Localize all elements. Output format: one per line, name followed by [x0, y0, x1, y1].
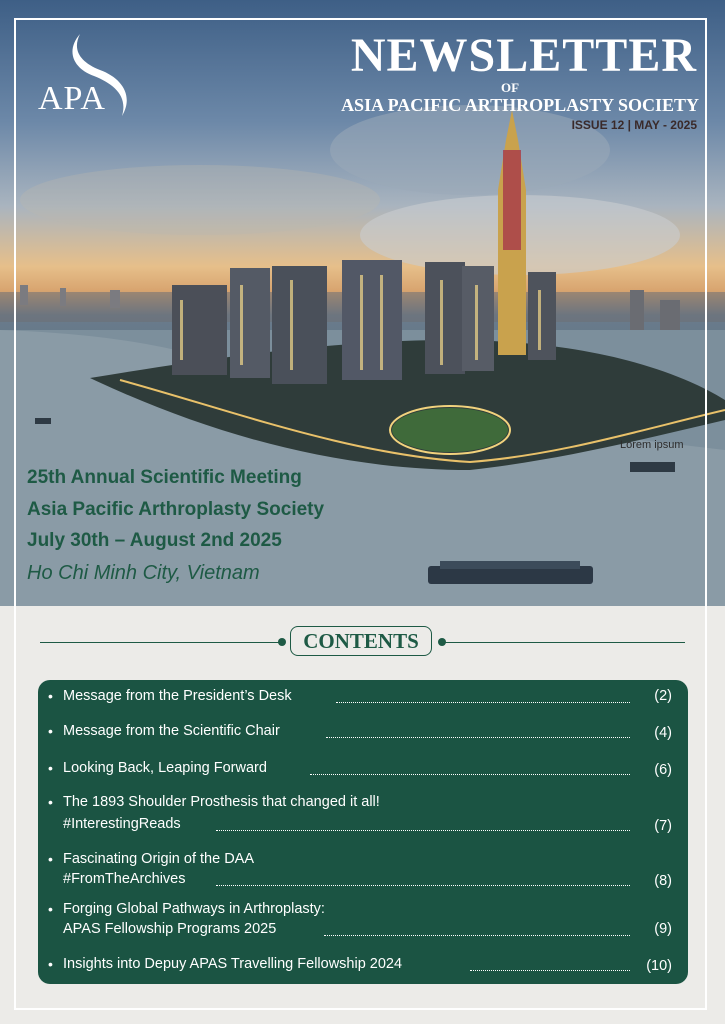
dot-leader [310, 774, 630, 775]
contents-item-title: Fascinating Origin of the DAA [63, 851, 255, 867]
contents-box [38, 680, 688, 984]
contents-item-title: Message from the President’s Desk [63, 688, 292, 704]
photo-caption: Lorem ipsum [620, 439, 684, 451]
contents-item-title: Insights into Depuy APAS Travelling Fellowship 2024 [63, 956, 403, 972]
contents-item-subtitle: #FromTheArchives [63, 871, 186, 887]
dot-leader [470, 970, 630, 971]
bullet: • [48, 956, 53, 972]
bullet: • [48, 901, 53, 917]
meeting-dates: July 30th – August 2nd 2025 [27, 530, 282, 551]
contents-item-page: (4) [654, 725, 672, 741]
contents-item-page: (6) [654, 762, 672, 778]
contents-item-page: (9) [654, 921, 672, 937]
contents-item-page: (10) [646, 958, 672, 974]
bullet: • [48, 688, 53, 704]
meeting-line-1: 25th Annual Scientific Meeting [27, 467, 302, 488]
issue-label: ISSUE 12 | MAY - 2025 [571, 118, 697, 132]
contents-item-subtitle: APAS Fellowship Programs 2025 [63, 921, 277, 937]
dot-leader [324, 935, 630, 936]
contents-item-page: (2) [654, 688, 672, 704]
contents-item-title: Forging Global Pathways in Arthroplasty: [63, 901, 325, 917]
contents-item-title: The 1893 Shoulder Prosthesis that changed it all! [63, 794, 380, 810]
meeting-location: Ho Chi Minh City, Vietnam [27, 562, 260, 584]
contents-item-page: (7) [654, 818, 672, 834]
contents-item-title: Message from the Scientific Chair [63, 723, 280, 739]
bullet: • [48, 760, 53, 776]
dot-leader [326, 737, 630, 738]
bullet: • [48, 851, 53, 867]
logo-text: APA [38, 80, 106, 117]
contents-title: CONTENTS [290, 626, 432, 656]
divider-right [445, 642, 685, 643]
society-name: ASIA PACIFIC ARTHROPLASTY SOCIETY [341, 95, 699, 115]
contents-item-page: (8) [654, 873, 672, 889]
dot-leader [216, 830, 630, 831]
contents-item-title: Looking Back, Leaping Forward [63, 760, 267, 776]
meeting-line-2: Asia Pacific Arthroplasty Society [27, 499, 325, 520]
dot-leader [336, 702, 630, 703]
divider-dot-left [278, 638, 286, 646]
newsletter-title: NEWSLETTER [350, 29, 697, 82]
bullet: • [48, 794, 53, 810]
divider-left [40, 642, 280, 643]
newsletter-of: OF [500, 80, 520, 95]
bullet: • [48, 723, 53, 739]
dot-leader [216, 885, 630, 886]
contents-item-subtitle: #InterestingReads [63, 816, 181, 832]
